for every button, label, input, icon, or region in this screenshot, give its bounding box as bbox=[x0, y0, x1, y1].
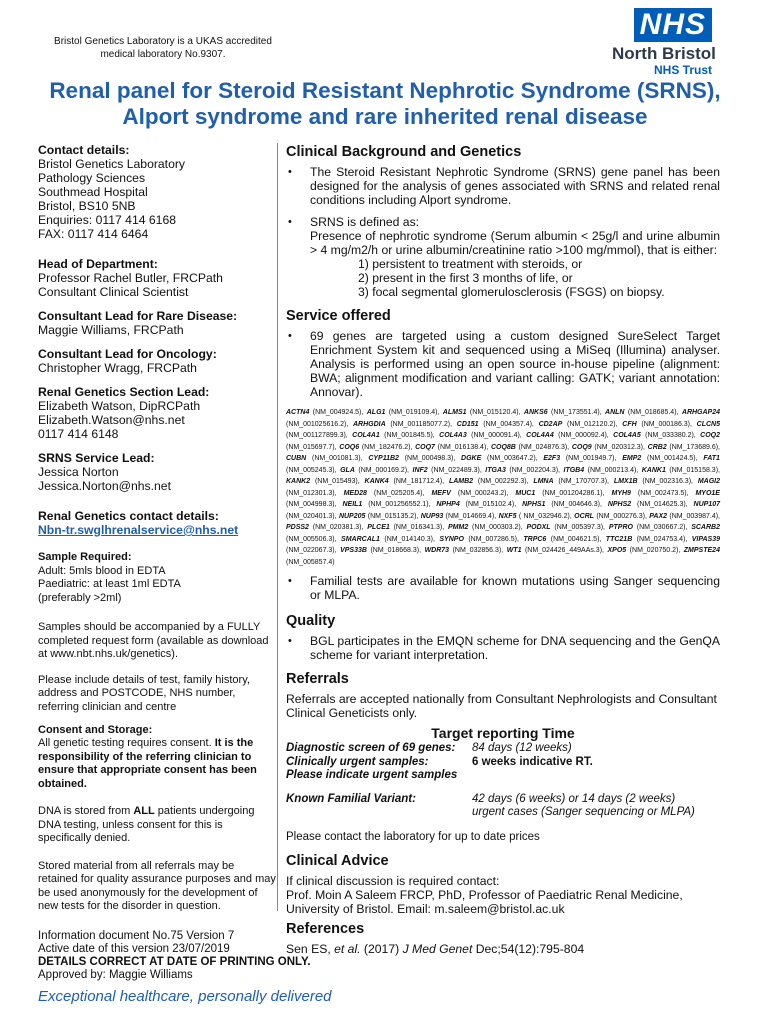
gene-transcript: (NM_019109.4), bbox=[385, 409, 443, 416]
gene-transcript: (NM_018668.3), bbox=[366, 547, 425, 554]
gene-symbol: PMM2 bbox=[448, 524, 469, 531]
gene-symbol: ACTN4 bbox=[286, 409, 310, 416]
consent-block bbox=[38, 724, 277, 792]
gene-symbol: PLCE1 bbox=[367, 524, 390, 531]
contact-line: Bristol Genetics Laboratory bbox=[38, 157, 185, 171]
gene-symbol: COL4A3 bbox=[439, 432, 467, 439]
gene-symbol: WT1 bbox=[506, 547, 522, 554]
contact-line: Southmead Hospital bbox=[38, 185, 148, 199]
gene-symbol: NUP107 bbox=[693, 501, 720, 508]
gene-symbol: VPS33B bbox=[340, 547, 367, 554]
contact-label: Contact details: bbox=[38, 143, 130, 157]
gene-symbol: PAX2 bbox=[649, 512, 668, 520]
samples-accompany-text: Samples should be accompanied by a FULLY completed request form (available as download at www.nbt.nhs.uk/genetics). bbox=[38, 621, 269, 660]
gene-transcript: (NM_020750.2), bbox=[626, 547, 684, 554]
referrals-text: Referrals are accepted nationally from Consultant Nephrologists and Consultant Clinical Geneticists only. bbox=[286, 692, 717, 720]
gene-symbol: OCRL bbox=[574, 512, 594, 520]
contact-line: FAX: 0117 414 6464 bbox=[38, 227, 149, 241]
gene-symbol: LMX1B bbox=[613, 478, 638, 485]
left-column bbox=[38, 143, 278, 911]
reporting-row-urgent: Clinically urgent samples: 6 weeks indicative RT. bbox=[286, 755, 593, 768]
reporting-row-diagnostic: Diagnostic screen of 69 genes: 84 days (12 weeks) bbox=[286, 742, 572, 754]
active-date: Active date of this version 23/07/2019 bbox=[38, 943, 230, 955]
reporting-time-title: Target reporting Time bbox=[431, 725, 575, 741]
gene-transcript: (NM_033380.2), bbox=[640, 432, 701, 439]
gene-symbol: CRB2 bbox=[647, 443, 667, 451]
accreditation-note: Bristol Genetics Laboratory is a UKAS accredited medical laboratory No.9307. bbox=[54, 36, 272, 60]
gene-symbol: FAT1 bbox=[703, 455, 720, 462]
clinical-background-list bbox=[286, 165, 720, 299]
gene-transcript: (NM_012301.3), bbox=[286, 489, 344, 497]
gene-symbol: KANK1 bbox=[641, 466, 666, 474]
srns-criterion: 1) persistent to treatment with steroids, or bbox=[358, 257, 583, 271]
gene-symbol: MEFV bbox=[431, 489, 451, 497]
gene-transcript: (NM_001424.5), bbox=[641, 455, 704, 462]
gene-symbol: PODXL bbox=[526, 524, 551, 531]
gene-transcript: (NM_003987.4), bbox=[667, 512, 720, 520]
org-name: North Bristol bbox=[612, 44, 716, 63]
gene-transcript: (NM_024753.4), bbox=[632, 535, 692, 543]
hod-line: Consultant Clinical Scientist bbox=[38, 285, 189, 299]
rare-disease-block bbox=[38, 309, 277, 337]
srns-criteria bbox=[310, 257, 720, 299]
gene-symbol: E2F3 bbox=[543, 455, 561, 462]
gene-transcript: (NM_015120.4), bbox=[466, 409, 524, 416]
contact-block bbox=[38, 143, 277, 241]
gene-symbol: CUBN bbox=[286, 455, 307, 462]
gene-symbol: GLA bbox=[340, 466, 355, 474]
oncology-name: Christopher Wragg, FRCPath bbox=[38, 361, 197, 375]
gene-symbol: NPHP4 bbox=[436, 501, 460, 508]
contact-lab-prices-text: Please contact the laboratory for up to date prices bbox=[286, 830, 540, 843]
gene-transcript: (NM_020401.3), bbox=[286, 512, 339, 520]
gene-transcript: (NM_015158.3), bbox=[665, 466, 720, 474]
gene-transcript: (NM_000303.2), bbox=[468, 524, 527, 531]
gene-transcript: ( NM_032946.2), bbox=[516, 512, 575, 520]
gene-transcript: (NM_000498.3), bbox=[398, 455, 462, 462]
gene-transcript: (NM_182476.2), bbox=[359, 443, 416, 451]
gene-symbol: ALG1 bbox=[366, 409, 386, 416]
gene-transcript: (NM_012120.2), bbox=[562, 420, 623, 428]
familial-list bbox=[286, 574, 720, 602]
gene-symbol: NUP93 bbox=[420, 512, 444, 520]
sample-label: Sample Required: bbox=[38, 551, 132, 563]
srns-lead-line: Jessica.Norton@nhs.net bbox=[38, 479, 171, 493]
gene-transcript: (NM_004646.3), bbox=[545, 501, 608, 508]
gene-transcript: (NM_020381.3), bbox=[308, 524, 368, 531]
srns-criterion: 2) present in the first 3 months of life, or bbox=[358, 271, 573, 285]
service-offered-heading: Service offered bbox=[286, 308, 391, 324]
consent-text: All genetic testing requires consent. It is the responsibility of the referring clinician to ensure that appropriate consent has been obtained. bbox=[38, 737, 257, 790]
gene-symbol: SMARCAL1 bbox=[341, 535, 380, 543]
clinical-background-bullet: • The Steroid Resistant Nephrotic Syndrome (SRNS) gene panel has been designed for the analysis of genes associated with SRNS and related renal conditions including Alport syndrome. bbox=[286, 165, 720, 207]
gene-transcript: (NM_000243.2), bbox=[450, 489, 516, 497]
gene-transcript: (NM_004998.3), bbox=[286, 501, 343, 508]
gene-symbol: CFH bbox=[622, 420, 637, 428]
renal-genetics-lead-line: 0117 414 6148 bbox=[38, 427, 119, 441]
srns-definition-bullet: • SRNS is defined as: Presence of nephrotic syndrome (Serum albumin < 25g/l and urine albumin > 4 mg/m2/h or urine albumin/creatinine ratio >100 mg/mmol), that is either: 1) persistent to treatment with steroids, or 2) present in the first 3 months of life, or 3) focal segmental glomerulosclerosis (FSGS) on biopsy. bbox=[286, 215, 720, 299]
clinical-advice-line: If clinical discussion is required contact: bbox=[286, 873, 500, 888]
gene-transcript: (NM_018685.4), bbox=[624, 409, 682, 416]
service-list bbox=[286, 329, 720, 399]
gene-transcript: (NM_181712.4), bbox=[388, 478, 449, 485]
gene-symbol: CLCN5 bbox=[696, 420, 720, 428]
gene-transcript: (NM_173689.6), bbox=[666, 443, 720, 451]
page-title: Renal panel for Steroid Resistant Nephrotic Syndrome (SRNS), Alport syndrome and rare inherited renal disease bbox=[49, 78, 721, 129]
gene-transcript: (NM_001949.7), bbox=[560, 455, 623, 462]
hod-label: Head of Department: bbox=[38, 257, 158, 271]
gene-transcript: (NM_015493), bbox=[310, 478, 365, 485]
service-bullet: • 69 genes are targeted using a custom designed SureSelect Target Enrichment System kit and sequenced using a MiSeq (Illumina) analyser. Analysis is performed using an open source in-house pipeline (alignment: BWA; alignment modification and variant calling: GATK; variant annotation: Annovar). bbox=[286, 329, 720, 399]
gene-transcript: (NM_005245.3), bbox=[286, 466, 341, 474]
gene-symbol: COL4A1 bbox=[352, 432, 380, 439]
rare-disease-label: Consultant Lead for Rare Disease: bbox=[38, 309, 238, 323]
srns-lead-block bbox=[38, 451, 277, 493]
gene-symbol: CYP11B2 bbox=[368, 455, 399, 462]
gene-symbol: ITGA3 bbox=[485, 466, 506, 474]
correct-notice: DETAILS CORRECT AT DATE OF PRINTING ONLY. bbox=[38, 956, 311, 968]
gene-symbol: ALMS1 bbox=[442, 409, 467, 416]
gene-transcript: (NM_024426_449AAs.3), bbox=[521, 547, 608, 554]
clinical-advice-line: Prof. Moin A Saleem FRCP, PhD, Professor of Paediatric Renal Medicine, bbox=[286, 887, 683, 902]
gene-symbol: COL4A5 bbox=[613, 432, 641, 439]
gene-transcript: (NM_030667.2), bbox=[632, 524, 692, 531]
gene-symbol: KANK4 bbox=[364, 478, 389, 485]
gene-transcript: (NM_001204286.1), bbox=[535, 489, 612, 497]
gene-symbol: COQ9 bbox=[571, 443, 592, 451]
gene-symbol: MUC1 bbox=[515, 489, 536, 497]
renal-genetics-lead-block bbox=[38, 385, 277, 441]
gene-transcript: (NM_001185077.2), bbox=[385, 420, 457, 428]
rare-disease-name: Maggie Williams, FRCPath bbox=[38, 323, 184, 337]
gene-symbol: XPO5 bbox=[607, 547, 627, 554]
sample-line: Adult: 5mls blood in EDTA bbox=[38, 564, 166, 577]
gene-transcript: (NM_002473.5), bbox=[630, 489, 696, 497]
gene-transcript: (NM_001127899.3), bbox=[286, 432, 353, 439]
gene-symbol: MYO1E bbox=[695, 489, 720, 497]
tagline: Exceptional healthcare, personally delivered bbox=[38, 988, 332, 1005]
gene-transcript: (NM_001256552.1), bbox=[362, 501, 437, 508]
gene-symbol: PTPRO bbox=[608, 524, 633, 531]
gene-symbol: CD2AP bbox=[538, 420, 563, 428]
quality-bullet: • BGL participates in the EMQN scheme for DNA sequencing and the GenQA scheme for variant interpretation. bbox=[286, 634, 720, 662]
srns-lead-label: SRNS Service Lead: bbox=[38, 451, 155, 465]
gene-transcript: (NM_014669.4), bbox=[443, 512, 499, 520]
familial-tests-bullet: • Familial tests are available for known mutations using Sanger sequencing or MLPA. bbox=[286, 574, 720, 602]
gene-transcript: (NM_015135.2), bbox=[365, 512, 421, 520]
references-heading: References bbox=[286, 920, 365, 937]
contact-line: Enquiries: 0117 414 6168 bbox=[38, 213, 177, 227]
gene-symbol: NUP205 bbox=[338, 512, 366, 520]
approved-by: Approved by: Maggie Williams bbox=[38, 969, 193, 981]
renal-genetics-lead-line: Elizabeth Watson, DipRCPath bbox=[38, 399, 201, 413]
oncology-block bbox=[38, 347, 277, 375]
gene-transcript: (NM_032856.3), bbox=[449, 547, 507, 554]
gene-transcript: (NM_014140.3), bbox=[379, 535, 440, 543]
gene-symbol: ITGB4 bbox=[563, 466, 585, 474]
srns-criterion: 3) focal segmental glomerulosclerosis (FSGS) on biopsy. bbox=[358, 285, 665, 299]
gene-transcript: (NM_016138.4), bbox=[434, 443, 491, 451]
gene-symbol: TTC21B bbox=[605, 535, 633, 543]
quality-heading: Quality bbox=[286, 613, 336, 629]
clinical-background-heading: Clinical Background and Genetics bbox=[286, 144, 522, 160]
right-column bbox=[286, 143, 720, 956]
gene-symbol: KANK2 bbox=[286, 478, 311, 485]
consent-label: Consent and Storage: bbox=[38, 723, 153, 736]
gene-transcript: (NM_007286.5), bbox=[463, 535, 524, 543]
gene-symbol: EMP2 bbox=[622, 455, 642, 462]
gene-transcript: (NM_004924.5), bbox=[309, 409, 367, 416]
contact-line: Bristol, BS10 5NB bbox=[38, 199, 136, 213]
gene-transcript: (NM_025205.4), bbox=[366, 489, 432, 497]
gene-symbol: DGKE bbox=[461, 455, 482, 462]
gene-transcript: (NM_016341.3), bbox=[389, 524, 448, 531]
gene-symbol: LAMB2 bbox=[448, 478, 474, 485]
gene-transcript: (NM_004621.5), bbox=[546, 535, 606, 543]
gene-symbol: COQ2 bbox=[700, 432, 720, 439]
gene-transcript: (NM_015697.7), bbox=[286, 443, 340, 451]
document-number: Information document No.75 Version 7 bbox=[38, 930, 235, 942]
gene-symbol: TRPC6 bbox=[523, 535, 547, 543]
clinical-advice-heading: Clinical Advice bbox=[286, 852, 389, 869]
gene-symbol: COQ8B bbox=[490, 443, 516, 451]
gene-transcript: (NM_001081.3), bbox=[306, 455, 369, 462]
gene-symbol: ANKS6 bbox=[523, 409, 548, 416]
gene-transcript: (NM_000276.3), bbox=[593, 512, 650, 520]
stored-material-text: Stored material from all referrals may be retained for quality assurance purposes and may be used anonymously for the development of new tests for the disorder in question. bbox=[38, 859, 276, 911]
nhs-logo: NHS bbox=[634, 8, 712, 42]
gene-symbol: ARHGAP24 bbox=[681, 409, 721, 416]
gene-symbol: SCARB2 bbox=[691, 524, 720, 531]
gene-symbol: WDR73 bbox=[424, 547, 450, 554]
gene-transcript: (NM_002204.3), bbox=[505, 466, 564, 474]
gene-symbol: NXF5 bbox=[498, 512, 517, 520]
renal-contact-email-link[interactable]: Nbn-tr.swglhrenalservice@nhs.net bbox=[38, 523, 239, 537]
reporting-row-indicate: Please indicate urgent samples bbox=[286, 769, 458, 781]
gene-transcript: (NM_002292.3), bbox=[473, 478, 534, 485]
nhs-logo-block bbox=[612, 8, 716, 77]
sample-block bbox=[38, 551, 277, 605]
gene-symbol: NPHS2 bbox=[607, 501, 632, 508]
renal-genetics-lead-label: Renal Genetics Section Lead: bbox=[38, 385, 210, 399]
gene-transcript: (NM_000186.3), bbox=[636, 420, 697, 428]
gene-symbol: VIPAS39 bbox=[691, 535, 720, 543]
gene-transcript: (NM_005506.3), bbox=[286, 535, 342, 543]
oncology-label: Consultant Lead for Oncology: bbox=[38, 347, 217, 361]
gene-symbol: COQ7 bbox=[415, 443, 435, 451]
gene-transcript: (NM_022489.3), bbox=[427, 466, 486, 474]
gene-transcript: (NM_173551.4), bbox=[547, 409, 606, 416]
hod-line: Professor Rachel Butler, FRCPath bbox=[38, 271, 223, 285]
gene-transcript: (NM_001845.5), bbox=[379, 432, 440, 439]
footer bbox=[38, 930, 438, 982]
gene-transcript: (NM_004357.4), bbox=[478, 420, 539, 428]
renal-contact-label: Renal Genetics contact details: bbox=[38, 509, 219, 523]
renal-contact-block bbox=[38, 509, 277, 537]
gene-symbol: COL4A4 bbox=[526, 432, 554, 439]
gene-symbol: MAGI2 bbox=[697, 478, 720, 485]
gene-transcript: (NM_000169.2), bbox=[354, 466, 413, 474]
gene-list bbox=[286, 407, 720, 568]
gene-transcript: (NM_000091.4), bbox=[466, 432, 527, 439]
gene-transcript: (NM_003647.2), bbox=[481, 455, 544, 462]
gene-symbol: INF2 bbox=[412, 466, 428, 474]
hod-block bbox=[38, 257, 277, 299]
gene-transcript: (NM_000092.4), bbox=[553, 432, 614, 439]
gene-symbol: ARHGDIA bbox=[352, 420, 386, 428]
gene-symbol: NEIL1 bbox=[342, 501, 363, 508]
referrals-heading: Referrals bbox=[286, 671, 349, 687]
gene-transcript: (NM_020312.3), bbox=[591, 443, 648, 451]
gene-transcript: (NM_005397.3), bbox=[550, 524, 609, 531]
gene-transcript: (NM_015102.4), bbox=[459, 501, 523, 508]
gene-symbol: MED28 bbox=[343, 489, 367, 497]
gene-symbol: SYNPO bbox=[439, 535, 464, 543]
gene-symbol: ANLN bbox=[605, 409, 625, 416]
contact-line: Pathology Sciences bbox=[38, 171, 146, 185]
gene-symbol: PDSS2 bbox=[286, 524, 309, 531]
gene-transcript: (NM_022067.3), bbox=[286, 547, 341, 554]
gene-transcript: (NM_170707.3), bbox=[553, 478, 614, 485]
renal-genetics-lead-line: Elizabeth.Watson@nhs.net bbox=[38, 413, 185, 427]
gene-transcript: (NM_001025616.2), bbox=[286, 420, 353, 428]
gene-symbol: ZMPSTE24 bbox=[683, 547, 720, 554]
gene-transcript: (NM_005857.4) bbox=[286, 558, 335, 566]
gene-transcript: (NM_002316.3), bbox=[637, 478, 698, 485]
include-details-text: Please include details of test, family history, address and POSTCODE, NHS number, referring clinician and centre bbox=[38, 673, 250, 713]
gene-symbol: MYH9 bbox=[611, 489, 631, 497]
gene-symbol: CD151 bbox=[456, 420, 479, 428]
srns-lead-line: Jessica Norton bbox=[38, 465, 119, 479]
gene-symbol: COQ6 bbox=[339, 443, 360, 451]
quality-list bbox=[286, 634, 720, 662]
reporting-row-familial: Known Familial Variant: 42 days (6 weeks) or 14 days (2 weeks) urgent cases (Sanger sequencing or MLPA) bbox=[286, 792, 695, 818]
gene-symbol: NPHS1 bbox=[522, 501, 546, 508]
sample-line: (preferably >2ml) bbox=[38, 591, 122, 604]
gene-transcript: (NM_000213.4), bbox=[584, 466, 642, 474]
reference-item: Sen ES, et al. (2017) J Med Genet Dec;54(12):795-804 bbox=[286, 941, 585, 956]
gene-transcript: (NM_014625.3), bbox=[631, 501, 694, 508]
gene-transcript: (NM_024876.3), bbox=[515, 443, 572, 451]
gene-symbol: LMNA bbox=[533, 478, 554, 485]
dna-storage-text: DNA is stored from ALL patients undergoing DNA testing, unless consent for this is specifically denied. bbox=[38, 805, 255, 844]
org-trust: NHS Trust bbox=[653, 63, 712, 77]
clinical-advice-line: University of Bristol. Email: m.saleem@bristol.ac.uk bbox=[286, 901, 565, 916]
sample-line: Paediatric: at least 1ml EDTA bbox=[38, 578, 181, 590]
